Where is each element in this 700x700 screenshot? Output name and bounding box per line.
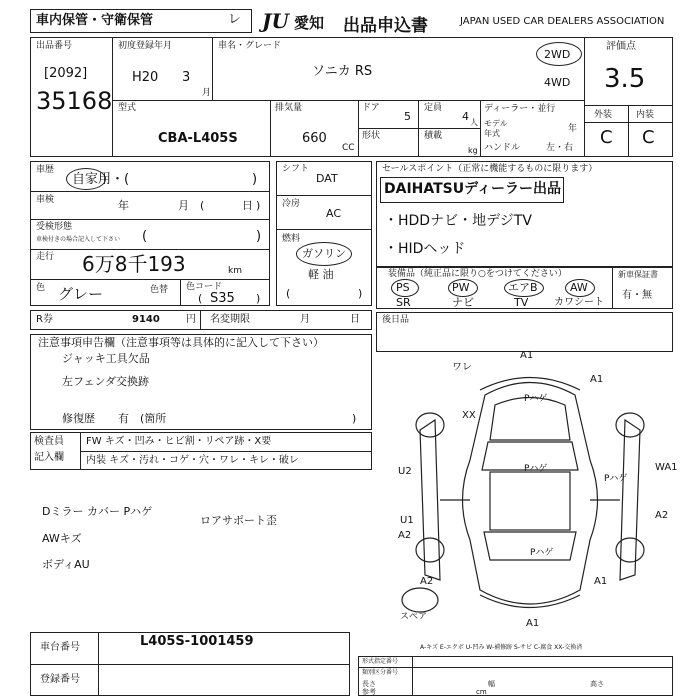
inspection-day: 日 — [242, 199, 253, 212]
dims-unit: cm — [476, 688, 487, 696]
acceptance-label: 受検形態 — [36, 222, 73, 232]
ju-logo: JU — [262, 9, 289, 33]
color-label: 色 — [36, 283, 46, 293]
mark-a1-front: A1 — [520, 350, 534, 361]
warranty-label: 新車保証書 — [618, 270, 658, 279]
load-unit: kg — [468, 146, 478, 155]
exterior-grade: C — [600, 127, 613, 148]
dims-label-2: 類別区分番号 — [362, 669, 399, 676]
displacement-label: 排気量 — [275, 103, 303, 113]
equip-ps: PS — [396, 281, 410, 294]
checker-row-1: FW キズ・凹み・ヒビ割・リペア跡・X要 — [86, 436, 272, 447]
shift-value: DAT — [316, 172, 338, 185]
mark-u1: U1 — [400, 515, 414, 526]
dims-label-1: 形式指定番号 — [362, 658, 399, 665]
capacity-label: 定員 — [424, 103, 443, 113]
equip-sr: SR — [396, 296, 411, 309]
mark-phage-1: Pハゲ — [524, 394, 548, 404]
wheel-fr — [616, 413, 644, 437]
capacity-unit: 人 — [470, 118, 478, 127]
checker-row-2: 内装 キズ・汚れ・コゲ・穴・ワレ・キレ・破レ — [86, 455, 299, 466]
acceptance-close: ) — [256, 229, 262, 244]
drive-2wd: 2WD — [544, 48, 571, 61]
mark-a2-rear: A2 — [420, 576, 434, 587]
dims-height: 高さ — [590, 680, 604, 688]
storage-mark: レ — [228, 12, 242, 27]
lot-number: 35168 — [36, 87, 113, 115]
color-open: ( — [198, 292, 203, 305]
acceptance-open: ( — [142, 229, 148, 244]
inspection-close: ) — [256, 199, 261, 212]
tax-row — [30, 310, 372, 330]
checker-label-1: 検査員 — [34, 436, 64, 447]
lot-sub-number: [2092] — [44, 66, 88, 81]
model-label: 型式 — [118, 103, 137, 113]
mark-phage-2: Pハゲ — [524, 464, 548, 474]
spare-label: スペア — [400, 612, 428, 622]
association-name: JAPAN USED CAR DEALERS ASSOCIATION — [460, 16, 665, 27]
roof-outline — [490, 472, 570, 530]
spare-wheel — [402, 588, 438, 612]
history-label: 車歴 — [36, 165, 55, 175]
checker-label-2: 記入欄 — [34, 452, 64, 463]
color-code: S35 — [210, 291, 235, 306]
dims-box — [358, 656, 673, 696]
doors-label: ドア — [362, 103, 380, 113]
registration-era: H20 — [132, 70, 159, 85]
mark-u2: U2 — [398, 466, 412, 477]
equip-airbag: エアB — [508, 281, 538, 294]
equip-aw: AW — [570, 281, 588, 294]
front-bumper — [480, 378, 580, 391]
storage-label: 車内保管・守衛保管 — [36, 13, 154, 28]
color-close: ) — [256, 292, 261, 305]
handle-value: 左・右 — [546, 143, 574, 153]
mark-a2-left: A2 — [398, 530, 412, 541]
inspection-year: 年 — [118, 199, 129, 212]
mark-ware: ワレ — [452, 362, 472, 373]
name-change-month: 月 — [300, 314, 310, 325]
warranty-value: 有・無 — [622, 290, 652, 301]
remark-4: ロアサポート歪 — [200, 514, 277, 527]
load-label: 積載 — [424, 131, 443, 141]
reg-number-label: 登録番号 — [40, 674, 80, 685]
capacity-value: 4 — [462, 110, 469, 123]
notes-line-1: ジャッキ工具欠品 — [62, 352, 150, 365]
wheel-fl — [416, 413, 444, 437]
inspection-month: 月 — [178, 199, 189, 212]
tax-amount: 9140 — [132, 314, 160, 325]
registration-label: 初度登録年月 — [118, 41, 173, 51]
equip-airbag-circle — [504, 279, 544, 297]
mileage-label: 走行 — [36, 252, 55, 262]
equip-navi: ナビ — [452, 296, 474, 309]
inspection-open: ( — [200, 199, 205, 212]
tax-unit: 円 — [186, 314, 196, 325]
car-name-label: 車名・グレード — [218, 41, 282, 51]
name-change-day: 日 — [350, 314, 360, 325]
grade-value: 3.5 — [604, 64, 646, 94]
mark-phage-3: Pハゲ — [604, 474, 628, 484]
notes-line-2: 左フェンダ交換跡 — [62, 375, 150, 388]
equip-aw-circle — [565, 279, 595, 297]
dims-ref: 参考 — [362, 688, 376, 696]
color-change-label: 色替 — [150, 285, 169, 295]
interior-label: 内装 — [636, 110, 655, 120]
mark-a2-right: A2 — [655, 510, 669, 521]
repair-label: 修復歴 — [62, 412, 95, 425]
mark-xx: XX — [462, 410, 476, 421]
equip-pw: PW — [452, 281, 470, 294]
color-value: グレー — [58, 285, 104, 303]
equip-leather: カワシート — [554, 297, 604, 308]
doors-value: 5 — [404, 110, 411, 123]
rear-box — [376, 312, 673, 352]
notes-label: 注意事項申告欄（注意事項等は具体的に記入して下さい） — [38, 336, 324, 349]
selling-point-1: ・HDDナビ・地デジTV — [384, 213, 532, 229]
shift-label: シフト — [282, 164, 310, 174]
history-close: ) — [252, 172, 258, 187]
fuel-diesel: 軽 油 — [308, 268, 334, 281]
repair-value: 有 — [118, 412, 129, 425]
name-change-label: 名変期限 — [210, 314, 250, 325]
remark-1: Dミラー カバー Pハゲ — [42, 505, 153, 518]
chassis-number: L405S-1001459 — [140, 634, 254, 649]
fuel-label: 燃料 — [282, 234, 301, 244]
grade-label: 評価点 — [606, 41, 636, 52]
lot-label: 出品番号 — [36, 41, 73, 51]
repair-close: ) — [352, 412, 357, 425]
dims-width: 幅 — [488, 680, 495, 688]
form-title: 出品申込書 — [343, 16, 428, 36]
tax-label: R券 — [36, 314, 53, 325]
org-name: 愛知 — [294, 14, 325, 32]
selling-point-2: ・HIDヘッド — [384, 241, 466, 257]
year-unit: 年 — [568, 124, 578, 134]
inspection-label: 車検 — [36, 195, 55, 205]
chassis-label: 車台番号 — [40, 642, 80, 653]
aircon-value: AC — [326, 207, 342, 220]
right-side-outline — [620, 420, 640, 580]
car-name-value: ソニカ RS — [312, 64, 373, 79]
dims-length: 長さ — [362, 680, 376, 688]
color-code-label: 色コード — [186, 282, 223, 292]
dealer-car-text: DAIHATSUディーラー出品 — [384, 181, 562, 197]
fuel-open: ( — [286, 287, 291, 300]
left-side-outline — [420, 420, 440, 580]
handle-label: ハンドル — [484, 143, 521, 153]
mark-a1-hood: A1 — [590, 374, 604, 385]
exterior-label: 外装 — [594, 110, 613, 120]
equipment-label: 装備品（純正品に限り○をつけてください） — [388, 269, 567, 279]
model-value: CBA-L405S — [158, 131, 238, 146]
model-year-label: モデル年式 — [484, 119, 508, 138]
mileage-unit: km — [228, 266, 242, 276]
damage-legend: A-キズ E-エクボ U-凹み W-補修跡 S-サビ C-腐食 XX-交換済 — [420, 644, 583, 651]
equip-tv: TV — [514, 296, 529, 309]
acceptance-sub: 車検付きの場合記入して下さい — [36, 236, 121, 243]
body-outline — [463, 383, 598, 605]
wheel-rl — [416, 538, 444, 562]
mark-wa1: WA1 — [655, 462, 678, 473]
mark-phage-4: Pハゲ — [530, 548, 554, 558]
fuel-gasoline: ガソリン — [302, 247, 346, 260]
selling-points-label: セールスポイント（正常に機能するものに限ります） — [382, 164, 598, 174]
repair-place: (箇所 — [140, 412, 167, 425]
fuel-close: ) — [358, 287, 363, 300]
aircon-label: 冷房 — [282, 199, 301, 209]
mark-a1-rear: A1 — [526, 618, 540, 629]
rear-label: 後日品 — [382, 315, 410, 325]
mark-a1-rear-left: A1 — [594, 576, 608, 587]
remark-3: ボディAU — [42, 558, 90, 571]
equip-ps-circle — [391, 279, 419, 297]
wheel-rr — [616, 538, 644, 562]
shape-label: 形状 — [362, 131, 381, 141]
drive-4wd: 4WD — [544, 76, 571, 89]
registration-month-unit: 月 — [202, 88, 212, 98]
remark-2: AWキズ — [42, 532, 82, 545]
history-value: 自家用・( — [72, 172, 130, 187]
interior-grade: C — [642, 127, 655, 148]
displacement-value: 660 — [302, 131, 327, 146]
mileage-value: 6万8千193 — [82, 252, 186, 276]
dealer-label: ディーラー・並行 — [484, 104, 556, 114]
registration-month: 3 — [182, 70, 191, 85]
equip-pw-circle — [448, 279, 478, 297]
displacement-unit: CC — [342, 143, 355, 153]
